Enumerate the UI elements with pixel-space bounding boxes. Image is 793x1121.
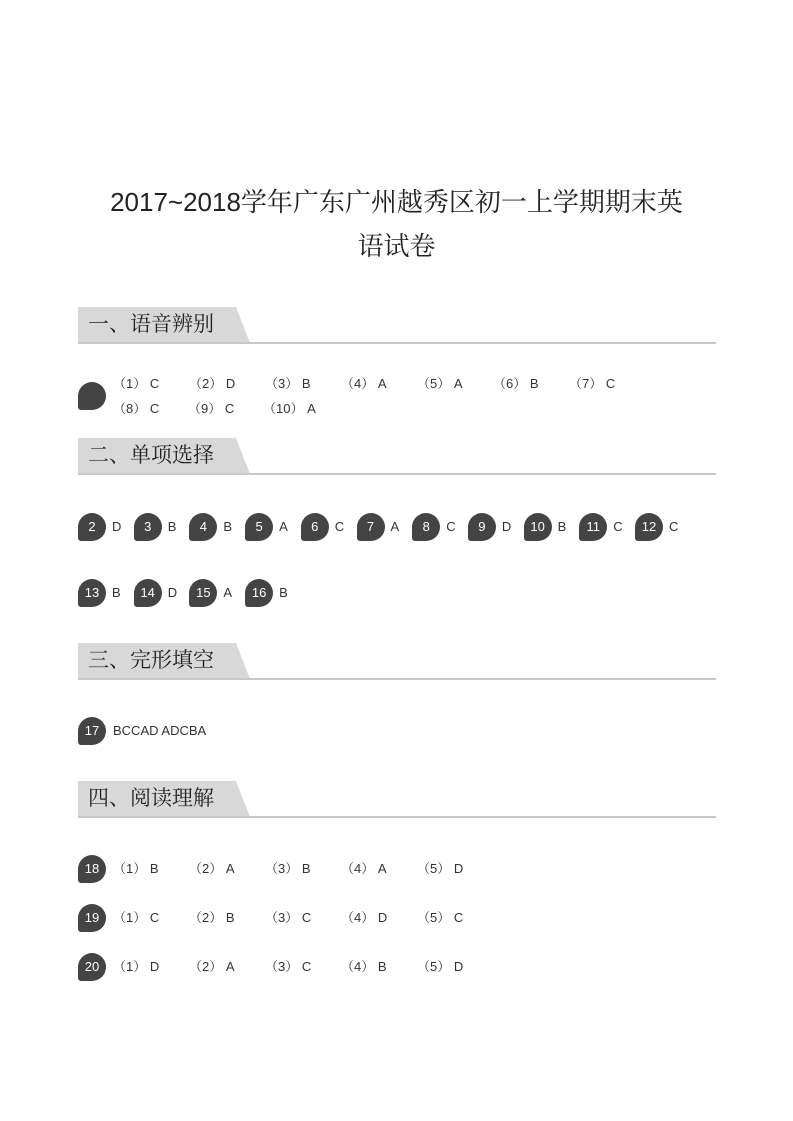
answer-item: （10） A xyxy=(263,401,316,416)
answer-letter: A xyxy=(223,585,233,600)
answer-letter: B xyxy=(167,519,177,534)
answer-letter: D xyxy=(112,519,122,534)
answer-item: （6） B xyxy=(493,376,539,391)
answer-item: （5） D xyxy=(417,861,464,876)
section-header-single-choice xyxy=(78,438,716,476)
answer-letter: D xyxy=(501,519,512,534)
section-header-cloze xyxy=(78,643,716,681)
answer-item: （4） D xyxy=(341,910,388,925)
section-heading: 二、单项选择 xyxy=(88,444,214,467)
question-bubble-2: 2 xyxy=(78,513,106,541)
section-heading: 三、完形填空 xyxy=(88,649,214,672)
answer-letter: A xyxy=(390,519,400,534)
section-rule xyxy=(78,473,716,475)
question-bubble-13: 13 xyxy=(78,579,106,607)
section-rule xyxy=(78,342,716,344)
section-rule xyxy=(78,678,716,680)
answer-item: （7） C xyxy=(569,376,616,391)
answer-item: （5） D xyxy=(417,959,464,974)
question-bubble-10: 10 xyxy=(524,513,552,541)
question-bubble-5: 5 xyxy=(245,513,273,541)
question-bubble-4: 4 xyxy=(189,513,217,541)
question-bubble-15: 15 xyxy=(189,579,217,607)
answer-item: （4） A xyxy=(341,376,387,391)
answer-item: （2） A xyxy=(189,861,235,876)
question-bubble-7: 7 xyxy=(357,513,385,541)
answer-item: （1） C xyxy=(113,910,160,925)
question-bubble-19: 19 xyxy=(78,904,106,932)
answer-item: （1） B xyxy=(113,861,159,876)
answer-letter: B xyxy=(223,519,233,534)
question-bubble-18: 18 xyxy=(78,855,106,883)
answer-item: （1） C xyxy=(113,376,160,391)
answer-letter: C xyxy=(334,519,345,534)
answer-item: （4） B xyxy=(341,959,387,974)
answer-item: （2） B xyxy=(189,910,235,925)
answer-item: （9） C xyxy=(188,401,235,416)
answer-item: （3） B xyxy=(265,861,311,876)
section-heading: 一、语音辨别 xyxy=(88,313,214,336)
section-rule xyxy=(78,816,716,818)
answer-item: （2） A xyxy=(189,959,235,974)
answer-item: （4） A xyxy=(341,861,387,876)
question-bubble-9: 9 xyxy=(468,513,496,541)
answer-letter: B xyxy=(279,585,288,600)
answer-item: （8） C xyxy=(113,401,160,416)
question-bubble-16: 16 xyxy=(245,579,273,607)
answer-item: （3） B xyxy=(265,376,311,391)
answer-letter: A xyxy=(279,519,288,534)
answer-letter: C xyxy=(613,519,623,534)
answer-letter: B xyxy=(112,585,121,600)
question-bubble-3: 3 xyxy=(134,513,162,541)
answer-item: （3） C xyxy=(265,959,312,974)
answer-item: （5） A xyxy=(417,376,463,391)
page-title xyxy=(60,180,733,268)
answer-item: （2） D xyxy=(189,376,236,391)
question-bubble-1 xyxy=(78,382,106,410)
question-bubble-17: 17 xyxy=(78,717,106,745)
question-bubble-11: 11 xyxy=(579,513,607,541)
question-bubble-14: 14 xyxy=(134,579,162,607)
cloze-answer: BCCAD ADCBA xyxy=(113,723,207,738)
section-header-pronunciation xyxy=(78,307,716,345)
question-bubble-6: 6 xyxy=(301,513,329,541)
title-line-1: 2017~2018学年广东广州越秀区初一上学期期末英 xyxy=(110,187,683,217)
section-header-reading xyxy=(78,781,716,819)
answer-item: （1） D xyxy=(113,959,160,974)
title-line-2: 语试卷 xyxy=(357,231,436,261)
question-bubble-8: 8 xyxy=(412,513,440,541)
answer-letter: D xyxy=(167,585,178,600)
answer-item: （3） C xyxy=(265,910,312,925)
question-bubble-12: 12 xyxy=(635,513,663,541)
question-bubble-20: 20 xyxy=(78,953,106,981)
section-heading: 四、阅读理解 xyxy=(88,787,214,810)
answer-letter: C xyxy=(446,519,456,534)
answer-item: （5） C xyxy=(417,910,464,925)
answer-letter: B xyxy=(557,519,567,534)
answer-letter: C xyxy=(669,519,679,534)
